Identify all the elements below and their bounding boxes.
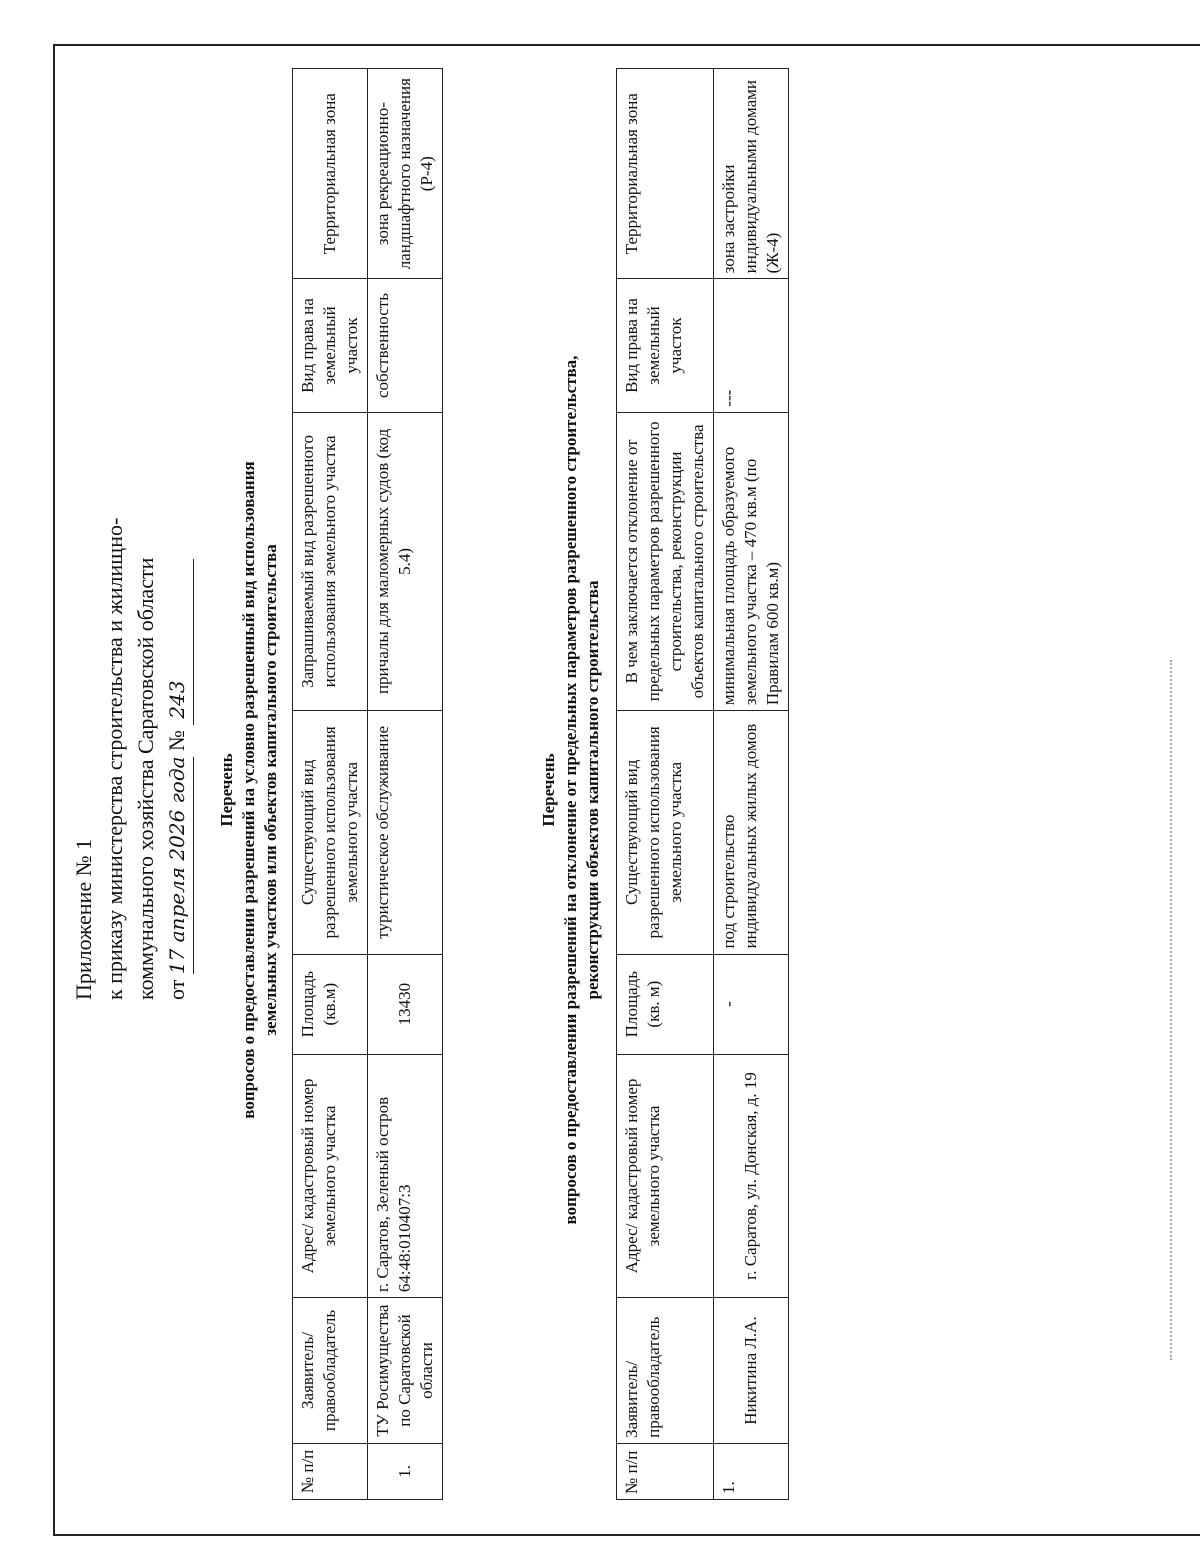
table-row (368, 69, 443, 1500)
cell-right: собственность (368, 279, 443, 412)
cell-area: - (714, 954, 789, 1054)
col-deviation: В чем заключается отклонение от предельных параметров разрешенного строительства, реконструкции объектов капитального строительства (617, 412, 714, 710)
cell-zone: зона рекреационно-ландшафтного назначения (Р-4) (368, 69, 443, 279)
list1-title (216, 260, 282, 1320)
scan-dotted-edge (1170, 660, 1174, 1360)
cell-zone: зона застройки индивидуальными домами (Ж-4) (714, 69, 789, 279)
scan-frame-left (53, 44, 55, 1536)
scan-frame-bottom (53, 1534, 1200, 1536)
col-applicant: Заявитель/ правообладатель (293, 1298, 368, 1444)
list1-title-heading: Перечень (217, 753, 236, 827)
page-content (60, 60, 1140, 1520)
col-right: Вид права на земельный участок (617, 279, 714, 412)
col-address: Адрес/ кадастровый номер земельного участка (293, 1054, 368, 1297)
appendix-ministry-line: коммунального хозяйства Саратовской области (133, 557, 158, 1000)
cell-existing-use: туристическое обслуживание (368, 711, 443, 954)
col-right: Вид права на земельный участок (293, 279, 368, 412)
rotated-page (60, 60, 1140, 1520)
cell-address: г. Саратов, Зеленый остров 64:48:010407:3 (368, 1054, 443, 1297)
appendix-title: Приложение № 1 (71, 838, 96, 1000)
col-zone: Территориальная зона (293, 69, 368, 279)
table-row (714, 69, 789, 1500)
cell-requested-use: причалы для маломерных судов (код 5.4) (368, 412, 443, 710)
cell-num: 1. (714, 1443, 789, 1499)
appendix-header (68, 300, 194, 1000)
cell-deviation: минимальная площадь образуемого земельного участка – 470 кв.м (по Правилам 600 кв.м) (714, 412, 789, 710)
table-header-row (293, 69, 368, 1500)
list2-title (538, 180, 604, 1400)
appendix-order-line: к приказу министерства строительства и жилищно- (102, 517, 127, 1000)
col-zone: Территориальная зона (617, 69, 714, 279)
col-existing-use: Существующий вид разрешенного использования земельного участка (617, 711, 714, 954)
col-area: Площадь (кв. м) (617, 954, 714, 1054)
list2-title-heading: Перечень (539, 753, 558, 827)
col-applicant: Заявитель/ правообладатель (617, 1298, 714, 1444)
cell-num: 1. (368, 1443, 443, 1499)
col-num: № п/п (617, 1443, 714, 1499)
list2-table (616, 68, 789, 1500)
col-area: Площадь (кв.м) (293, 954, 368, 1054)
cell-applicant: Никитина Л.А. (714, 1298, 789, 1444)
cell-address: г. Саратов, ул. Донская, д. 19 (714, 1054, 789, 1297)
number-label: № (164, 730, 189, 752)
list1-table (292, 68, 443, 1500)
table-header-row (617, 69, 714, 1500)
scan-frame-top (55, 44, 1200, 46)
cell-right: --- (714, 279, 789, 412)
list2-title-line2: вопросов о предоставлении разрешений на отклонение от предельных параметров разрешенного строительства, (561, 355, 580, 1225)
list1-title-line2: вопросов о предоставлении разрешений на условно разрешенный вид использования (239, 461, 258, 1119)
appendix-date-line (161, 300, 194, 1000)
col-existing-use: Существующий вид разрешенного использования земельного участка (293, 711, 368, 954)
col-address: Адрес/ кадастровый номер земельного участка (617, 1054, 714, 1297)
handwritten-number: 243 (162, 559, 194, 725)
cell-area: 13430 (368, 954, 443, 1054)
handwritten-date: 17 апреля 2026 года (162, 757, 194, 975)
list1-title-line3: земельных участков или объектов капитального строительства (261, 544, 280, 1036)
col-num: № п/п (293, 1443, 368, 1499)
cell-applicant: ТУ Росимущества по Саратовской области (368, 1298, 443, 1444)
from-label: от (164, 979, 189, 1000)
cell-existing-use: под строительство индивидуальных жилых домов (714, 711, 789, 954)
col-requested-use: Запрашиваемый вид разрешенного использования земельного участка (293, 412, 368, 710)
list2-title-line3: реконструкции объектов капитального строительства (583, 580, 602, 1000)
